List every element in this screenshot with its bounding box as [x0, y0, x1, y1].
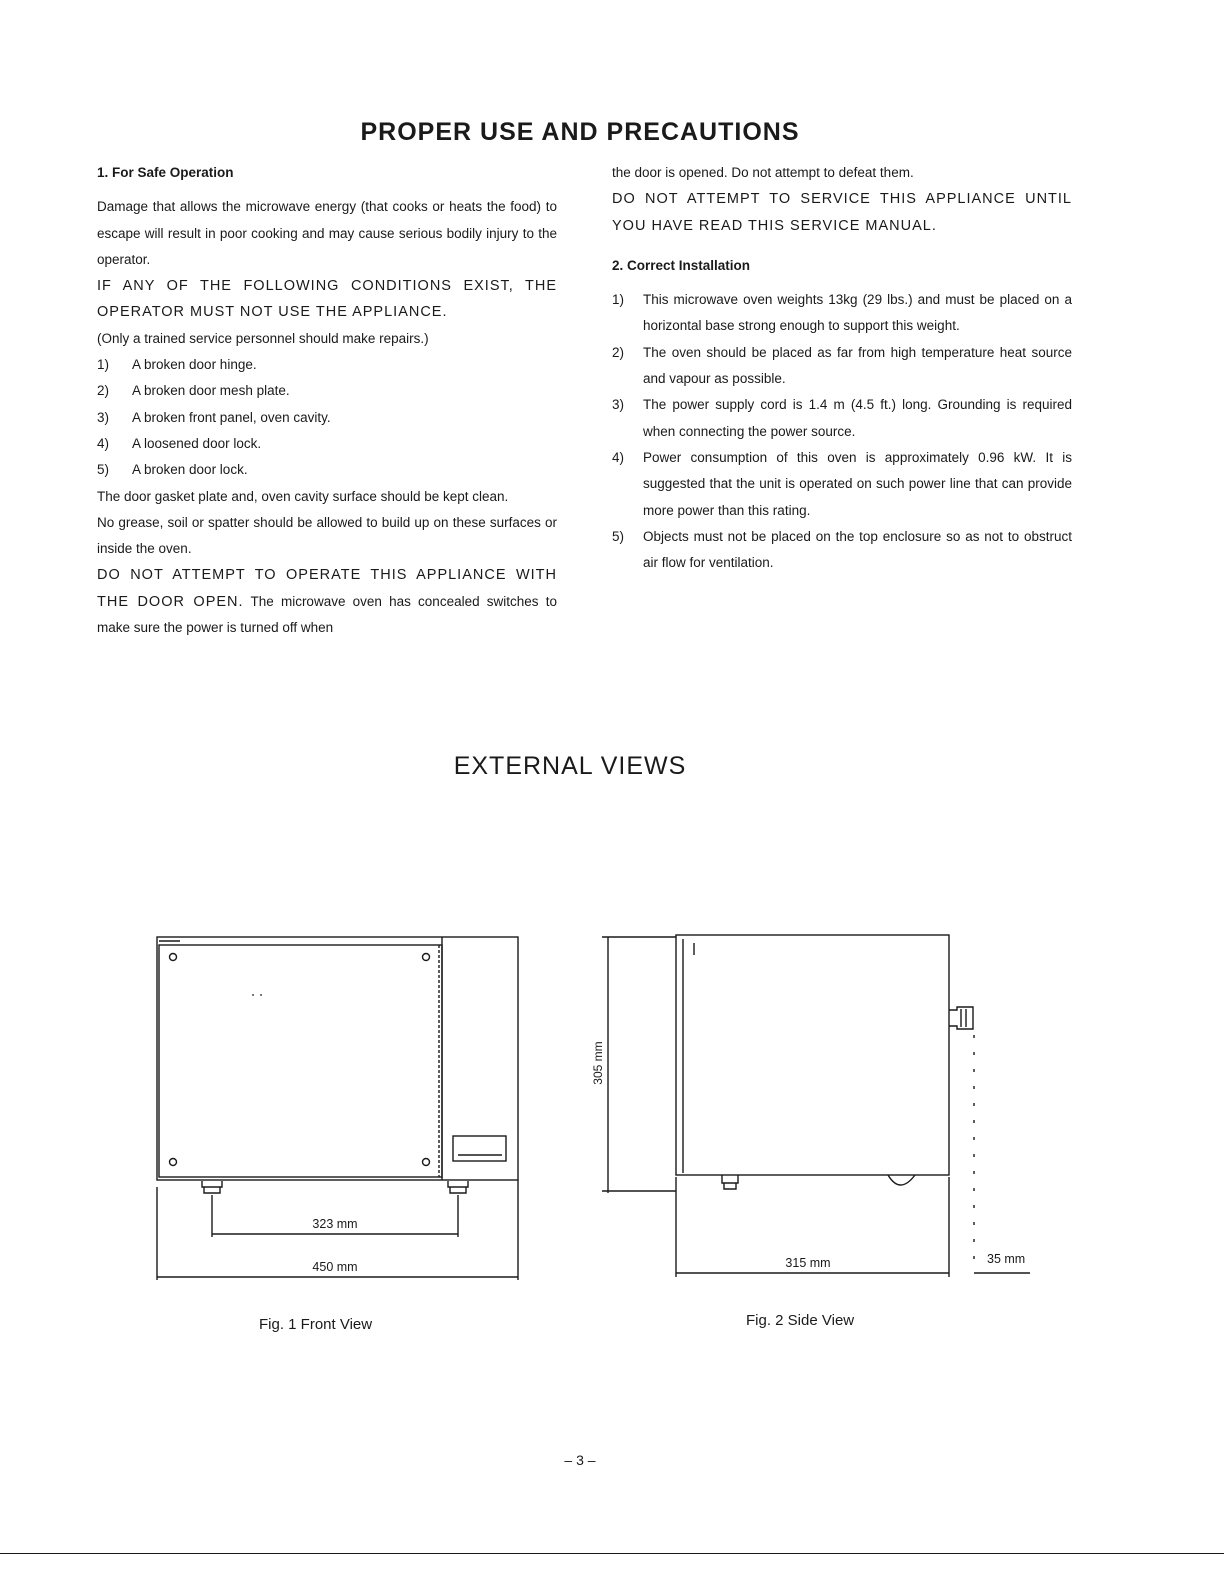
side-view-drawing [580, 925, 1050, 1295]
list-item: 5) A broken door lock. [97, 462, 248, 478]
safe-warning: IF ANY OF THE FOLLOWING CONDITIONS EXIST, THE OPERATOR MUST NOT USE THE APPLIANCE. [97, 278, 557, 321]
front-view-drawing [140, 925, 540, 1295]
concealed-switches-text: The microwave oven has concealed switches to make sure the power is turned off when [97, 593, 557, 636]
dim-label-width: 450 mm [312, 1260, 358, 1274]
section-title-precautions: PROPER USE AND PRECAUTIONS [360, 118, 800, 146]
screw-top-left [170, 954, 177, 961]
dim-label-height: 305 mm [591, 1041, 605, 1085]
operate-warning: DO NOT ATTEMPT TO OPERATE THIS APPLIANCE WITH THE DOOR OPEN. [97, 567, 557, 610]
safe-paragraph-2: The door gasket plate and, oven cavity surface should be kept clean. [97, 488, 509, 504]
safe-continuation: the door is opened. Do not attempt to defeat them. [612, 165, 914, 180]
figure-2-caption: Fig. 2 Side View [746, 1312, 855, 1329]
foot-rear [888, 1175, 915, 1185]
list-item: 4) Power consumption of this oven is approximately 0.96 kW. It is suggested that the unit is operated on such power line that can provide more power than this rating. [612, 449, 1072, 518]
display-window [453, 1136, 506, 1161]
screw-top-right [423, 954, 430, 961]
figure-1-caption: Fig. 1 Front View [259, 1316, 373, 1333]
oven-side-outline [676, 935, 949, 1175]
safe-paragraph-4 [97, 562, 557, 641]
list-item: 2) The oven should be placed as far from high temperature heat source and vapour as possible. [612, 344, 1072, 387]
right-column [612, 160, 1072, 576]
oven-body-outline [157, 937, 518, 1180]
dim-label-feet: 323 mm [312, 1217, 358, 1231]
list-item: 4) A loosened door lock. [97, 435, 262, 451]
condition-list [97, 352, 557, 483]
safe-note: (Only a trained service personnel should make repairs.) [97, 330, 429, 346]
speck [252, 994, 254, 996]
list-item: 3) A broken front panel, oven cavity. [97, 409, 331, 425]
foot-front [722, 1175, 738, 1189]
screw-bottom-left [170, 1159, 177, 1166]
dim-label-handle: 35 mm [987, 1252, 1026, 1266]
installation-list [612, 287, 1072, 576]
foot-right [448, 1181, 468, 1193]
installation-heading: 2. Correct Installation [612, 257, 751, 273]
section-title-external-views: EXTERNAL VIEWS [453, 752, 687, 780]
page-number: – 3 – [564, 1452, 596, 1468]
left-column [97, 160, 557, 641]
dim-label-depth: 315 mm [785, 1256, 831, 1270]
service-warning: DO NOT ATTEMPT TO SERVICE THIS APPLIANCE UNTIL YOU HAVE READ THIS SERVICE MANUAL. [612, 191, 1072, 234]
list-item: 1) This microwave oven weights 13kg (29 lbs.) and must be placed on a horizontal base strong enough to support this weight. [612, 292, 1072, 334]
list-item: 5) Objects must not be placed on the top enclosure so as not to obstruct air flow for ventilation. [612, 528, 1072, 571]
safe-paragraph-3: No grease, soil or spatter should be allowed to build up on these surfaces or inside the oven. [97, 514, 557, 557]
list-item: 2) A broken door mesh plate. [97, 383, 290, 399]
safe-paragraph-1: Damage that allows the microwave energy (that cooks or heats the food) to escape will result in poor cooking and may cause serious bodily injury to the operator. [97, 199, 557, 267]
oven-door-panel [159, 945, 442, 1177]
list-item: 3) The power supply cord is 1.4 m (4.5 ft.) long. Grounding is required when connecting the power source. [612, 397, 1072, 439]
foot-left [202, 1181, 222, 1193]
safe-operation-heading: 1. For Safe Operation [97, 165, 234, 180]
list-item: 1) A broken door hinge. [97, 357, 257, 373]
screw-bottom-right [423, 1159, 430, 1166]
speck [260, 994, 262, 996]
bottom-rule [0, 1553, 1224, 1554]
